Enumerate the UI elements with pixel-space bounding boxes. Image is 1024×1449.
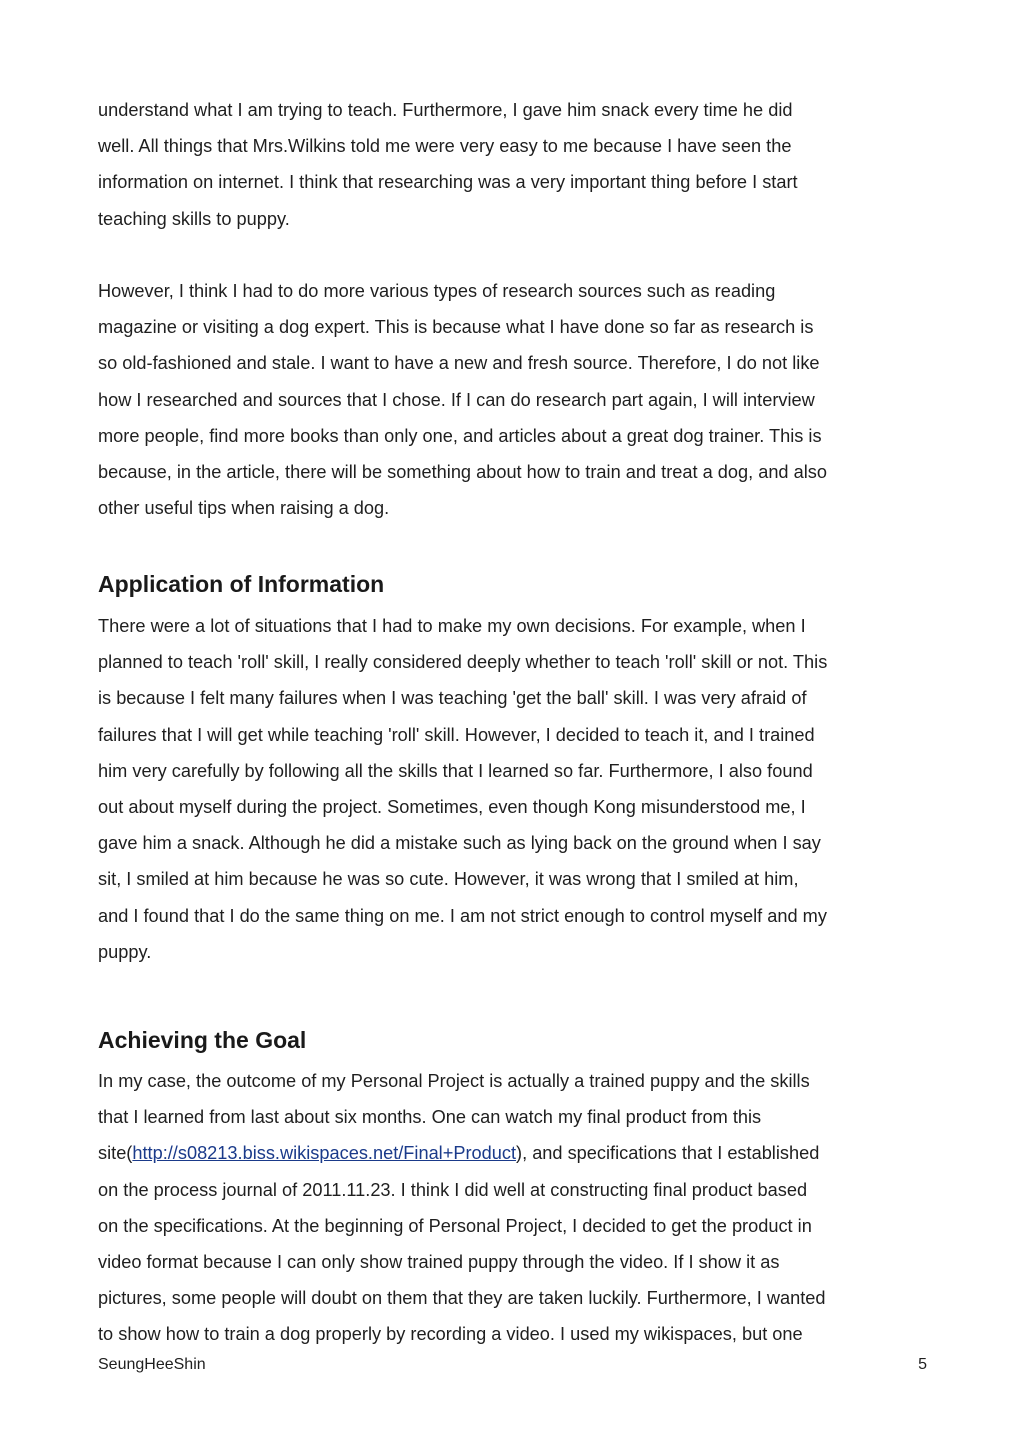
paragraph-research-reflection: [98, 92, 798, 237]
text-line: and I found that I do the same thing on me. I am not strict enough to control myself and my: [98, 905, 827, 926]
text-line: pictures, some people will doubt on them that they are taken luckily. Furthermore, I wanted: [98, 1288, 826, 1309]
text-line: out about myself during the project. Sometimes, even though Kong misunderstood me, I: [98, 796, 806, 817]
text-line: In my case, the outcome of my Personal Project is actually a trained puppy and the skills: [98, 1071, 810, 1091]
text-line: video format because I can only show trained puppy through the video. If I show it as: [98, 1251, 780, 1272]
text-line: There were a lot of situations that I had to make my own decisions. For example, when I: [98, 616, 806, 636]
text-line: that I learned from last about six months. One can watch my final product from this: [98, 1107, 762, 1128]
link-suffix: ), and specifications that I established: [516, 1143, 820, 1164]
text-line: gave him a snack. Although he did a mistake such as lying back on the ground when I say: [98, 833, 821, 854]
text-line: teaching skills to puppy.: [98, 208, 290, 229]
paragraph-achieving-goal: [98, 1063, 826, 1353]
text-line: on the specifications. At the beginning of Personal Project, I decided to get the product in: [98, 1215, 812, 1236]
text-line: more people, find more books than only one, and articles about a great dog trainer. This is: [98, 425, 822, 446]
text-line: on the process journal of 2011.11.23. I think I did well at constructing final product based: [98, 1179, 808, 1200]
text-line: puppy.: [98, 941, 152, 962]
paragraph-application: [98, 608, 827, 970]
text-line: because, in the article, there will be something about how to train and treat a dog, and also: [98, 461, 827, 482]
text-line: sit, I smiled at him because he was so cute. However, it was wrong that I smiled at him,: [98, 869, 799, 890]
text-line: planned to teach 'roll' skill, I really considered deeply whether to teach 'roll' skill or not. This: [98, 652, 828, 673]
text-line: failures that I will get while teaching 'roll' skill. However, I decided to teach it, and I trained: [98, 724, 815, 745]
footer-page-number: 5: [918, 1356, 927, 1373]
text-line: magazine or visiting a dog expert. This is because what I have done so far as research is: [98, 317, 814, 338]
text-line: so old-fashioned and stale. I want to have a new and fresh source. Therefore, I do not like: [98, 353, 820, 374]
link-prefix: site(: [98, 1143, 133, 1164]
text-line: information on internet. I think that researching was a very important thing before I start: [98, 172, 798, 193]
text-line: understand what I am trying to teach. Furthermore, I gave him snack every time he did: [98, 100, 793, 120]
footer-author: SeungHeeShin: [98, 1356, 206, 1373]
section-heading-application: Application of Information: [98, 571, 385, 597]
final-product-link[interactable]: http://s08213.biss.wikispaces.net/Final+Product: [132, 1143, 517, 1164]
section-heading-achieving-goal: Achieving the Goal: [98, 1027, 307, 1053]
text-line: is because I felt many failures when I was teaching 'get the ball' skill. I was very afraid of: [98, 688, 807, 709]
text-line: to show how to train a dog properly by recording a video. I used my wikispaces, but one: [98, 1324, 803, 1345]
paragraph-research-sources: [98, 273, 827, 526]
text-line-with-link: [98, 1135, 826, 1171]
text-line: other useful tips when raising a dog.: [98, 498, 390, 519]
text-line: well. All things that Mrs.Wilkins told me were very easy to me because I have seen the: [98, 136, 792, 157]
text-line: him very carefully by following all the skills that I learned so far. Furthermore, I also found: [98, 760, 813, 781]
text-line: how I researched and sources that I chose. If I can do research part again, I will interview: [98, 389, 815, 410]
text-line: However, I think I had to do more various types of research sources such as reading: [98, 281, 776, 301]
